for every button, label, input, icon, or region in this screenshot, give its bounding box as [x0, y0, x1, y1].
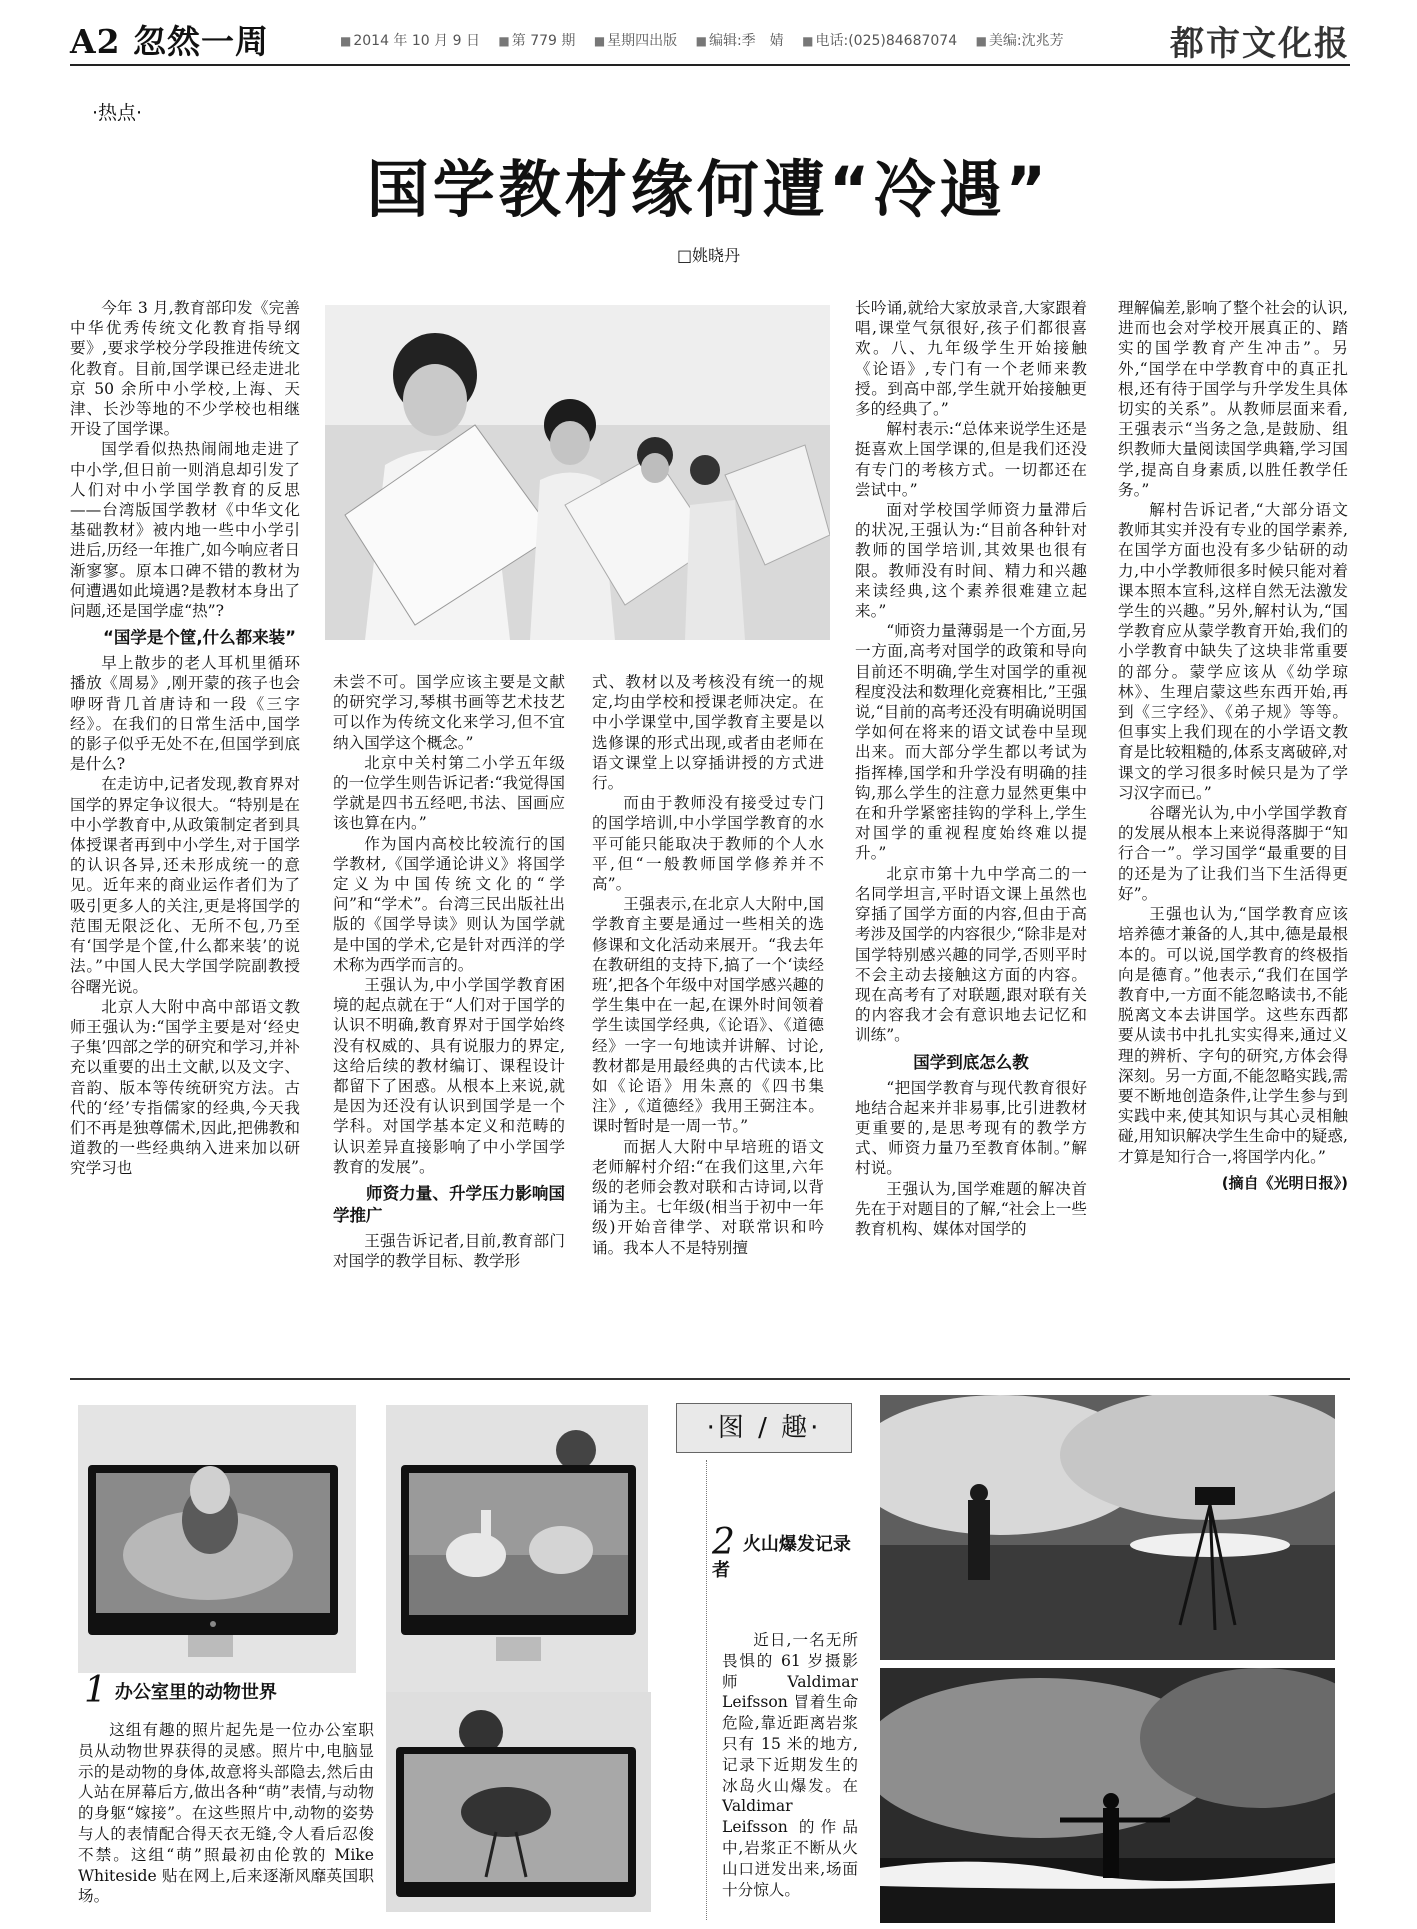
- dotted-divider: [706, 1460, 707, 1920]
- article-paragraph: 今年 3 月,教育部印发《完善中华优秀传统文化教育指导纲要》,要求学校分学段推进传统文化教育。目前,国学课已经走进北京 50 余所中小学校,上海、天津、长沙等地的不少学校也相继开设了国学课。: [70, 299, 300, 439]
- article-paragraph: 而由于教师没有接受过专门的国学培训,中小学国学教育的水平可能只能取决于教师的个人水平,但“一般教师国学修养并不高”。: [592, 794, 824, 894]
- issue-meta: [340, 30, 1078, 50]
- article-paragraph: 王强也认为,“国学教育应该培养德才兼备的人,其中,德是最根本的。可以说,国学教育的终极指向是德育。”他表示,“我们在国学教育中,一方面不能忽略读书,不能脱离文本去讲国学。这些东西都要从读书中扎扎实实得来,通过义理的辨析、字句的研究,方体会得深刻。另一方面,不能忽略实践,需要不断地创造条件,让学生参与到实践中来,使其知识与其心灵相触碰,用知识解决学生生命中的疑惑,才算是知行合一,将国学内化。”: [1118, 905, 1348, 1166]
- newspaper-logo: 都市文化报: [1170, 24, 1350, 64]
- article-paragraph: “师资力量薄弱是一个方面,另一方面,高考对国学的政策和导向目前还不明确,学生对国学的重视程度没法和数理化竞赛相比,”王强说,“目前的高考还没有明确说明国学如何在将来的语文试卷中呈现出来。而大部分学生都以考试为指挥棒,国学和升学没有明确的挂钩,那么学生的注意力显然更集中在和升学紧密挂钩的学科上,学生对国学的重视程度始终难以提升。”: [855, 622, 1087, 863]
- feature-2-paragraph: 近日,一名无所畏惧的 61 岁摄影师 Valdimar Leifsson 冒着生命危险,靠近距离岩浆只有 15 米的地方,记录下近期发生的冰岛火山爆发。在 Valdimar Leifsson 的作品中,岩浆正不断从火山口迸发出来,场面十分惊人。: [722, 1631, 858, 1899]
- article-column-4: [855, 298, 1087, 1358]
- alpaca-monitor-photo: [386, 1405, 648, 1693]
- feature-2-title-text: 火山爆发记录者: [712, 1534, 851, 1581]
- article-paragraph: 王强认为,中小学国学教育困境的起点就在于“人们对于国学的认识不明确,教育界对于国学始终没有权威的、具有说服力的界定,这给后续的教材编订、课程设计都留下了困惑。从根本上来说,就是因为还没有认识到国学是一个学科。对国学基本定义和范畴的认识差异直接影响了中小学国学教育的发展”。: [333, 976, 565, 1176]
- feature-1-body: [78, 1720, 374, 1907]
- article-column-3: [592, 672, 824, 1352]
- page-number-section: A2 忽然一周: [70, 22, 270, 61]
- article-paragraph: 王强告诉记者,目前,教育部门对国学的教学目标、教学形: [333, 1232, 565, 1271]
- article-paragraph: “把国学教育与现代教育很好地结合起来并非易事,比引进教材更重要的,是思考现有的教学方式、师资力量乃至教育体制。”解村说。: [855, 1078, 1087, 1178]
- source-credit: (摘自《光明日报》): [1221, 1173, 1348, 1192]
- subheading: 师资力量、升学压力影响国学推广: [333, 1184, 565, 1226]
- bird-monitor-photo: [386, 1692, 651, 1912]
- article-paragraph: 式、教材以及考核没有统一的规定,均由学校和授课老师决定。在中小学课堂中,国学教育主要是以选修课的形式出现,或者由老师在语文课堂上以穿插讲授的方式进行。: [592, 673, 824, 793]
- volcano-lava-photo: [880, 1668, 1335, 1923]
- article-paragraph: 在走访中,记者发现,教育界对国学的界定争议很大。“特别是在中小学教育中,从政策制定者到具体授课者再到中小学生,对于国学的认识各异,还未形成统一的意见。近年来的商业运作者们为了吸引更多人的关注,更是将国学的范围无限泛化、无所不包,乃至有‘国学是个筐,什么都来装’的说法。”中国人民大学国学院副教授谷曙光说。: [70, 775, 300, 996]
- article-paragraph: 早上散步的老人耳机里循环播放《周易》,刚开蒙的孩子也会咿呀背几首唐诗和一段《三字经》。在我们的日常生活中,国学的影子似乎无处不在,但国学到底是什么?: [70, 654, 300, 774]
- article-paragraph: 解村表示:“总体来说学生还是挺喜欢上国学课的,但是我们还没有专门的考核方式。一切都还在尝试中。”: [855, 420, 1087, 499]
- feature-2-number: 2: [712, 1522, 735, 1563]
- feature-1-number: 1: [84, 1670, 107, 1711]
- article-paragraph: 北京中关村第二小学五年级的一位学生则告诉记者:“我觉得国学就是四书五经吧,书法、国画应该也算在内。”: [333, 753, 565, 833]
- issue-date: ■ 2014 年 10 月 9 日: [340, 33, 480, 49]
- masthead: [70, 14, 1350, 66]
- issue-number: ■ 第 779 期: [498, 33, 575, 49]
- article-paragraph: 解村告诉记者,“大部分语文教师其实并没有专业的国学素养,在国学方面也没有多少钻研的动力,中小学教师很多时候只能对着课本照本宣科,这样自然无法激发学生的兴趣。”另外,解村认为,“国学教育应从蒙学教育开始,我们的小学教育中缺失了这块非常重要的部分。蒙学应该从《幼学琼林》、生理启蒙这些东西开始,再到《三字经》、《弟子规》等等。但事实上我们现在的小学语文教育是比较粗糙的,体系支离破碎,对课文的学习很多时候只是为了学习汉字而已。”: [1118, 501, 1348, 802]
- article-paragraph: 而据人大附中早培班的语文老师解村介绍:“在我们这里,六年级的老师会教对联和古诗词,以背诵为主。七年级(相当于初中一年级)开始音律学、对联常识和吟诵。我本人不是特别擅: [592, 1137, 824, 1257]
- article-paragraph: 未尝不可。国学应该主要是文献的研究学习,琴棋书画等艺术技艺可以作为传统文化来学习,但不宜纳入国学这个概念。”: [333, 673, 565, 752]
- article-paragraph: 面对学校国学师资力量滞后的状况,王强认为:“目前各种针对教师的国学培训,其效果也很有限。教师没有时间、精力和兴趣来读经典,这个素养很难建立起来。”: [855, 501, 1087, 621]
- feature-1-title-text: 办公室里的动物世界: [114, 1682, 277, 1703]
- children-reading-photo: [325, 305, 830, 640]
- section-divider: [70, 1378, 1350, 1380]
- article-column-2: [333, 672, 565, 1352]
- article-paragraph: 北京市第十九中学高二的一名同学坦言,平时语文课上虽然也穿插了国学方面的内容,但由于高考涉及国学的内容很少,“除非是对国学特别感兴趣的同学,否则平时不会主动去接触这方面的内容。现在高考有了对联题,跟对联有关的内容我才会有意识地去记忆和训练”。: [855, 864, 1087, 1045]
- article-paragraph: 国学看似热热闹闹地走进了中小学,但日前一则消息却引发了人们对中小学国学教育的反思——台湾版国学教材《中华文化基础教材》被内地一些中小学引进后,历经一年推广,如今响应者日渐寥寥。原本口碑不错的教材为何遭遇如此境遇?是教材本身出了问题,还是国学虚“热”?: [70, 440, 300, 621]
- feature-2-title: [712, 1522, 862, 1584]
- subheading: 国学到底怎么教: [913, 1052, 1029, 1072]
- article-paragraph: 理解偏差,影响了整个社会的认识,进而也会对学校开展真正的、踏实的国学教育产生冲击”。另外,“国学在中学教育中的真正扎根,还有待于国学与升学发生具体切实的关系”。从教师层面来看,王强表示“当务之急,是鼓励、组织教师大量阅读国学典籍,学习国学,提高自身素质,以胜任教学任务。”: [1118, 299, 1348, 499]
- issue-editor: ■ 编辑:季 婧: [696, 33, 784, 49]
- article-byline: □姚晓丹: [676, 246, 741, 265]
- feature-2-body: [722, 1630, 858, 1900]
- issue-art-editor: ■ 美编:沈兆芳: [976, 33, 1064, 49]
- article-column-5: [1118, 298, 1348, 1358]
- feature-1-title: [84, 1670, 384, 1711]
- article-paragraph: 作为国内高校比较流行的国学教材,《国学通论讲义》将国学定义为中国传统文化的“学问”和“学术”。台湾三民出版社出版的《国学导读》则认为国学就是中国的学术,它是针对西洋的学术称为西学而言的。: [333, 834, 565, 974]
- lion-monitor-photo: [78, 1405, 356, 1673]
- article-column-1: [70, 298, 300, 1358]
- subheading: “国学是个筐,什么都来装”: [103, 628, 296, 648]
- volcano-photographer-photo: [880, 1395, 1335, 1660]
- feature-section-label: ·图 / 趣·: [676, 1403, 852, 1453]
- feature-1-paragraph: 这组有趣的照片起先是一位办公室职员从动物世界获得的灵感。照片中,电脑显示的是动物的身体,故意将头部隐去,然后由人站在屏幕后方,做出各种“萌”表情,与动物的身躯“嫁接”。在这些照片中,动物的姿势与人的表情配合得天衣无缝,令人看后忍俊不禁。这组“萌”照最初由伦敦的 Mike Whiteside 贴在网上,后来逐渐风靡英国职场。: [78, 1721, 374, 1906]
- article-paragraph: 王强认为,国学难题的解决首先在于对题目的了解,“社会上一些教育机构、媒体对国学的: [855, 1179, 1087, 1238]
- article-headline: 国学教材缘何遭“冷遇”: [366, 153, 1051, 226]
- section-tag: ·热点·: [92, 102, 143, 124]
- article-paragraph: 北京人大附中高中部语文教师王强认为:“国学主要是对‘经史子集’四部之学的研究和学习,并补充以重要的出土文献,以及文字、音韵、版本等传统研究方法。古代的‘经’专指儒家的经典,今天我们不再是独尊儒术,因此,把佛教和道教的一些经典纳入进来加以研究学习也: [70, 997, 300, 1178]
- article-paragraph: 王强表示,在北京人大附中,国学教育主要是通过一些相关的选修课和文化活动来展开。“我去年在教研组的支持下,搞了一个‘读经班’,把各个年级中对国学感兴趣的学生集中在一起,在课外时间领着学生读国学经典,《论语》、《道德经》一字一句地读并讲解、讨论,教材都是用最经典的古代读本,比如《论语》用朱熹的《四书集注》,《道德经》我用王弼注本。课时暂时是一周一节。”: [592, 895, 824, 1136]
- issue-phone: ■ 电话:(025)84687074: [802, 33, 957, 49]
- article-paragraph: 谷曙光认为,中小学国学教育的发展从根本上来说得落脚于“知行合一”。学习国学“最重要的目的还是为了让我们当下生活得更好”。: [1118, 804, 1348, 903]
- article-paragraph: 长吟诵,就给大家放录音,大家跟着唱,课堂气氛很好,孩子们都很喜欢。八、九年级学生开始接触《论语》,专门有一个老师来教授。到高中部,学生就开始接触更多的经典了。”: [855, 299, 1087, 419]
- issue-weekday: ■ 星期四出版: [594, 33, 677, 49]
